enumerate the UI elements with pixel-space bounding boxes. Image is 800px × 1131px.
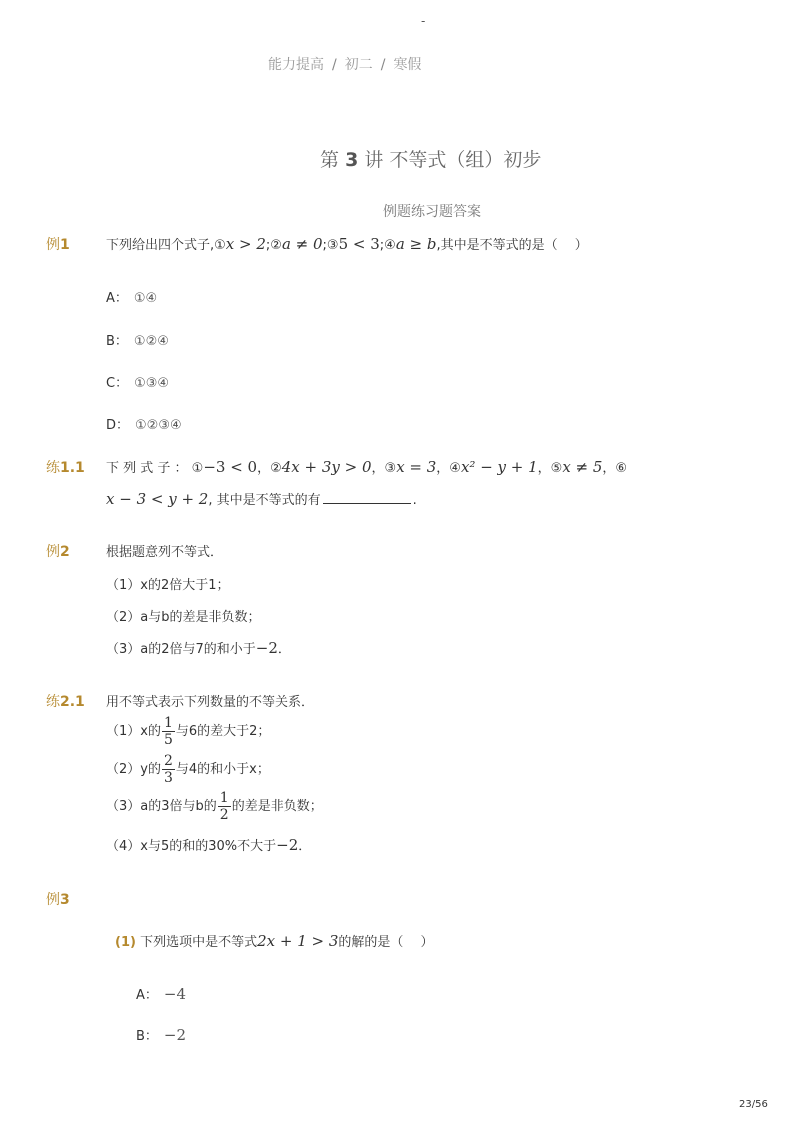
example-3-sub-1-stem: (1) 下列选项中是不等式2x + 1 > 3的解的是（ ） bbox=[115, 932, 434, 950]
practice-2-1-label: 练2.1 bbox=[46, 694, 85, 710]
page-number: 23/56 bbox=[739, 1099, 768, 1110]
option-a[interactable]: A： ①④ bbox=[106, 291, 158, 306]
option-d[interactable]: D： ①②③④ bbox=[106, 418, 182, 433]
example-2-item-2: （2）a与b的差是非负数； bbox=[106, 610, 261, 625]
title-text: 讲 不等式（组）初步 bbox=[364, 149, 542, 171]
example-1-label: 例1 bbox=[46, 237, 70, 253]
sub-question-label: (1) bbox=[115, 935, 136, 950]
breadcrumb bbox=[268, 54, 421, 74]
breadcrumb-separator: / bbox=[332, 57, 337, 73]
practice-2-1-item-3: （3）a的3倍与b的 $\frac{1}{2}$ 的差是非负数； bbox=[106, 790, 323, 823]
header-dash: - bbox=[421, 14, 426, 28]
practice-2-1-item-2: （2）y的 $\frac{2}{3}$ 与4的和小于x； bbox=[106, 753, 270, 786]
option-a[interactable]: A： −4 bbox=[136, 985, 187, 1003]
example-2-label: 例2 bbox=[46, 544, 70, 560]
example-3-label: 例3 bbox=[46, 892, 70, 908]
option-b[interactable]: B： −2 bbox=[136, 1026, 187, 1044]
example-2-item-3: （3）a的2倍与7的和小于−2． bbox=[106, 639, 291, 657]
answer-blank[interactable] bbox=[323, 491, 411, 504]
practice-1-1-line-1: 下 列 式 子 ： ①−3 < 0，②4x + 3y > 0，③x = 3，④x² − y + 1，⑤x ≠ 5，⑥ bbox=[106, 458, 628, 476]
breadcrumb-separator: / bbox=[380, 57, 386, 73]
practice-2-1-item-4: （4）x与5的和的30%不大于−2． bbox=[106, 836, 312, 854]
page-subtitle: 例题练习题答案 bbox=[383, 204, 481, 220]
page-title bbox=[320, 145, 541, 172]
example-1-stem: 下列给出四个式子,①x > 2;②a ≠ 0;③5 < 3;④a ≥ b,其中是不等式的是（ ） bbox=[106, 235, 588, 253]
practice-1-1-label: 练1.1 bbox=[46, 460, 85, 476]
fraction: $\frac{1}{5}$ bbox=[163, 715, 173, 748]
practice-1-1-line-2: x − 3 < y + 2, 其中是不等式的有 . bbox=[106, 490, 417, 508]
practice-2-1-stem: 用不等式表示下列数量的不等关系． bbox=[106, 695, 315, 710]
fraction: $\frac{2}{3}$ bbox=[163, 753, 173, 786]
practice-2-1-item-1: （1）x的 $\frac{1}{5}$ 与6的差大于2； bbox=[106, 715, 271, 748]
option-b[interactable]: B： ①②④ bbox=[106, 334, 169, 349]
breadcrumb-item[interactable]: 寒假 bbox=[393, 57, 422, 73]
fraction: $\frac{1}{2}$ bbox=[219, 790, 229, 823]
title-prefix: 第 bbox=[320, 149, 340, 171]
example-2-stem: 根据题意列不等式． bbox=[106, 545, 224, 560]
breadcrumb-item[interactable]: 初二 bbox=[344, 57, 373, 73]
option-c[interactable]: C： ①③④ bbox=[106, 376, 170, 391]
example-2-item-1: （1）x的2倍大于1； bbox=[106, 578, 230, 593]
breadcrumb-item[interactable]: 能力提高 bbox=[268, 57, 324, 73]
title-number: 3 bbox=[345, 149, 359, 171]
